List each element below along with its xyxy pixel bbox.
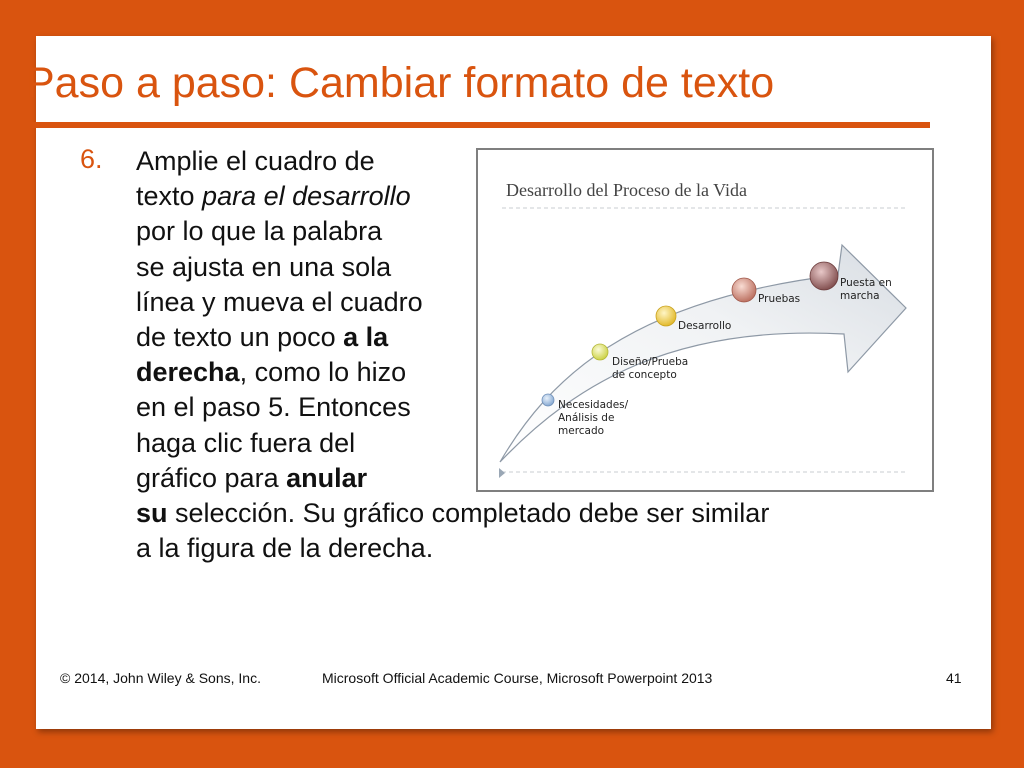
stage-marker-1 xyxy=(542,394,554,406)
text-run: gráfico para xyxy=(136,462,287,493)
footer-copyright: © 2014, John Wiley & Sons, Inc. xyxy=(60,670,261,686)
stage-text: Análisis de xyxy=(558,412,615,424)
step-number: 6. xyxy=(80,144,103,174)
instruction-line: línea y mueva el cuadro xyxy=(136,286,423,317)
stage-label-4 xyxy=(758,293,800,306)
text-run: texto xyxy=(136,181,203,212)
stage-marker-4 xyxy=(732,278,756,302)
stage-marker-3 xyxy=(656,306,676,326)
page-number: 41 xyxy=(946,670,962,686)
instruction-line: en el paso 5. Entonces xyxy=(136,392,411,423)
stage-text: Desarrollo xyxy=(678,320,732,332)
instruction-line: Amplie el cuadro de xyxy=(136,146,375,176)
instruction-line xyxy=(136,496,896,531)
stage-label-2 xyxy=(612,356,688,382)
bold-text: derecha xyxy=(136,357,240,388)
bold-text: a la xyxy=(343,322,389,353)
stage-label-3 xyxy=(678,320,731,333)
stage-text: mercado xyxy=(558,425,605,437)
stage-text: Pruebas xyxy=(758,293,801,305)
stage-label-5 xyxy=(840,277,892,303)
instruction-line: por lo que la palabra xyxy=(136,216,383,247)
slide-title: Paso a paso: Cambiar formato de texto xyxy=(26,59,775,107)
text-run: selección. Su gráfico completado debe ser similar xyxy=(167,498,770,529)
smartart-figure[interactable] xyxy=(476,148,934,492)
instruction-line: a la figura de la derecha. xyxy=(136,533,434,564)
text-run: de texto un poco xyxy=(136,322,344,353)
figure-title: Desarrollo del Proceso de la Vida xyxy=(506,180,748,200)
bold-text: anular xyxy=(286,462,368,493)
stage-label-1 xyxy=(558,399,628,438)
stage-text: de concepto xyxy=(612,369,677,381)
footer-course: Microsoft Official Academic Course, Microsoft Powerpoint 2013 xyxy=(322,670,713,686)
instruction-line: se ajusta en una sola xyxy=(136,251,392,282)
stage-text: marcha xyxy=(840,290,880,302)
stage-text: Diseño/Prueba xyxy=(612,356,689,368)
stage-marker-2 xyxy=(592,344,608,360)
instruction-line: haga clic fuera del xyxy=(136,427,356,458)
stage-marker-5 xyxy=(810,262,838,290)
bold-text: su xyxy=(136,498,168,529)
stage-text: Necesidades/ xyxy=(558,399,629,411)
italic-text: para el desarrollo xyxy=(202,181,411,212)
title-divider xyxy=(24,122,930,128)
expand-handle xyxy=(499,468,505,478)
text-run: , como lo hizo xyxy=(239,357,407,388)
stage-text: Puesta en xyxy=(840,277,892,289)
